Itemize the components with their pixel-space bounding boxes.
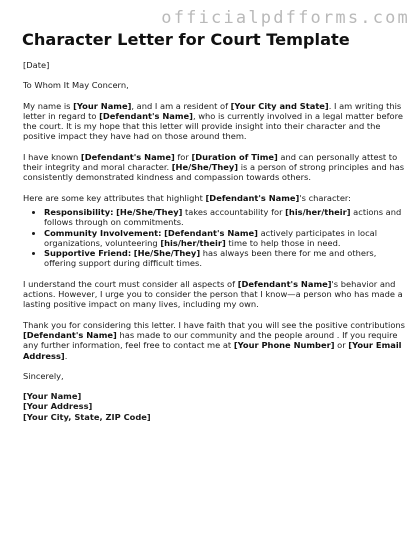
placeholder-defendant-name: [Defendant's Name] bbox=[23, 329, 117, 340]
site-watermark: officialpdfforms.com bbox=[161, 8, 410, 28]
placeholder-duration: [Duration of Time] bbox=[191, 151, 278, 162]
thank-you-paragraph: Thank you for considering this letter. I have faith that you will see the positive contributions [Defendant's Name] has made to our community and the people around . If you require any further information, feel free to contact me at [Your Phone Number] or [Your Email Address]. bbox=[23, 319, 405, 361]
attribute-label: Responsibility: bbox=[44, 206, 114, 217]
list-item: • Responsibility: [He/She/They] takes accountability for [his/her/their] actions and follows through on commitments. bbox=[44, 207, 409, 228]
attribute-label: Community Involvement: bbox=[44, 227, 162, 238]
attribute-label: Supportive Friend: bbox=[44, 248, 132, 259]
acquaintance-paragraph: I have known [Defendant's Name] for [Duration of Time] and can personally attest to their integrity and moral character. [He/She/They] is a person of strong principles and has consistently demonstrated kindness and compassion towards others. bbox=[23, 151, 405, 183]
placeholder-email: [Your Email Address] bbox=[23, 340, 402, 361]
list-item: • Supportive Friend: [He/She/They] has always been there for me and others, offering support during difficult times. bbox=[44, 248, 409, 269]
salutation: To Whom It May Concern, bbox=[23, 80, 129, 91]
placeholder-city-state: [Your City and State] bbox=[230, 100, 329, 111]
signature-address: [Your Address] bbox=[23, 401, 93, 412]
letter-page bbox=[23, 30, 409, 422]
placeholder-your-name: [Your Name] bbox=[73, 100, 132, 111]
signature-block bbox=[23, 391, 409, 422]
intro-paragraph: My name is [Your Name], and I am a resident of [Your City and State]. I am writing this letter in regard to [Defendant's Name], who is currently involved in a legal matter before the court. It is my hope that this letter will provide insight into their character and the positive impact they have had on those around them. bbox=[23, 100, 403, 142]
placeholder-defendant-name: [Defendant's Name] bbox=[237, 278, 332, 289]
consideration-paragraph: I understand the court must consider all aspects of [Defendant's Name]'s behavior and actions. However, I urge you to consider the person that I know—a person who has made a lasting positive impact on many lives, including my own. bbox=[23, 278, 403, 310]
closing: Sincerely, bbox=[23, 370, 64, 381]
placeholder-defendant-name: [Defendant's Name] bbox=[99, 110, 193, 121]
placeholder-defendant-name: [Defendant's Name] bbox=[80, 151, 175, 162]
attributes-intro: Here are some key attributes that highlight [Defendant's Name]'s character: bbox=[23, 192, 351, 203]
list-item: • Community Involvement: [Defendant's Name] actively participates in local organizations, volunteering [his/her/their] time to help those in need. bbox=[44, 228, 409, 249]
attributes-list bbox=[23, 207, 409, 269]
placeholder-defendant-name: [Defendant's Name] bbox=[205, 192, 300, 203]
page-title: Character Letter for Court Template bbox=[22, 30, 350, 49]
placeholder-phone: [Your Phone Number] bbox=[233, 340, 335, 351]
date-line: [Date] bbox=[23, 60, 50, 70]
placeholder-pronoun: [He/She/They] bbox=[171, 162, 239, 173]
signature-city: [Your City, State, ZIP Code] bbox=[23, 411, 151, 422]
signature-name: [Your Name] bbox=[23, 391, 82, 402]
